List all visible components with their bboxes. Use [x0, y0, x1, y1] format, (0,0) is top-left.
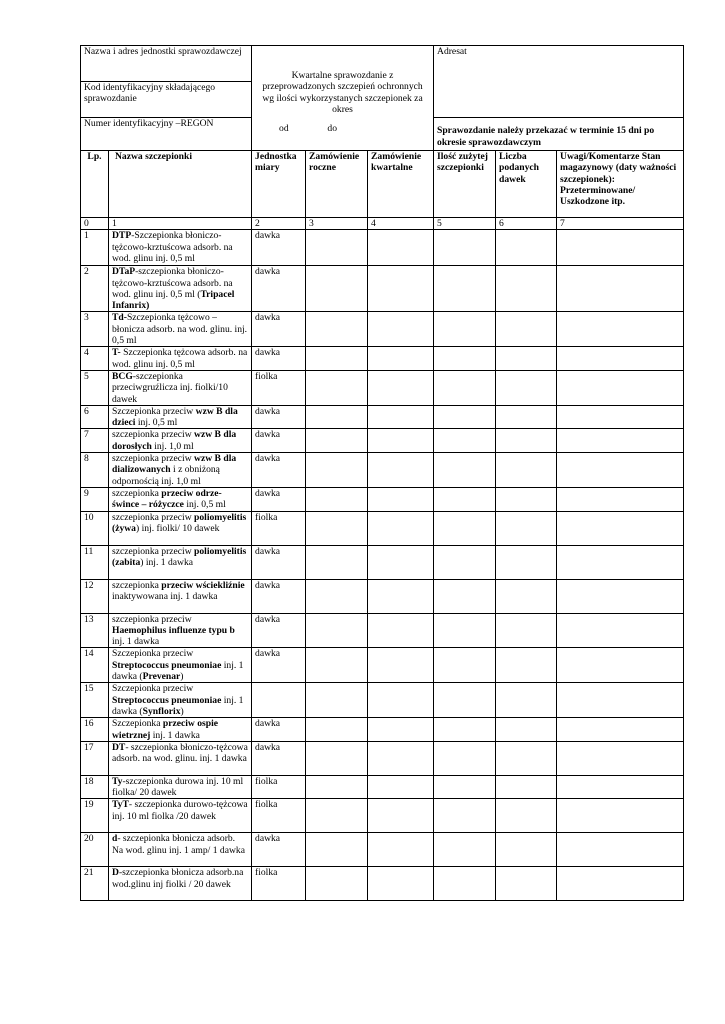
used-quantity-input[interactable] — [434, 683, 496, 718]
used-quantity-input[interactable] — [434, 718, 496, 742]
notes-input[interactable] — [557, 487, 684, 511]
vaccine-name-part: inj. 1 dawka ( — [112, 659, 244, 683]
annual-order-input[interactable] — [306, 230, 368, 266]
vaccine-name — [109, 230, 252, 266]
annual-order-input[interactable] — [306, 370, 368, 405]
used-quantity-input[interactable] — [434, 867, 496, 901]
doses-given-input[interactable] — [496, 511, 557, 545]
unit-of-measure: fiolka — [252, 867, 306, 901]
unit-of-measure: fiolka — [252, 775, 306, 799]
used-quantity-input[interactable] — [434, 613, 496, 648]
annual-order-input[interactable] — [306, 312, 368, 347]
col-number: 1 — [109, 218, 252, 230]
col-header-name: Nazwa szczepionki — [109, 151, 252, 218]
vaccine-name — [109, 405, 252, 429]
unit-of-measure: dawka — [252, 347, 306, 371]
used-quantity-input[interactable] — [434, 429, 496, 453]
unit-of-measure: dawka — [252, 545, 306, 579]
quarterly-order-input[interactable] — [368, 347, 434, 371]
annual-order-input[interactable] — [306, 579, 368, 613]
doses-given-input[interactable] — [496, 579, 557, 613]
notes-input[interactable] — [557, 266, 684, 312]
vaccine-row — [81, 312, 684, 347]
vaccine-row — [81, 429, 684, 453]
vaccine-name-bold-part: DTP — [112, 230, 132, 242]
vaccine-name-bold-part: przeciw ospie wietrznej — [112, 718, 219, 741]
vaccine-name-bold-part: d — [112, 833, 118, 845]
vaccine-name-part: - szczepionka durowo-tężcowa inj. 10 ml fiolka /20 dawek — [112, 799, 248, 822]
vaccine-name-part: - szczepionka błonicza adsorb. Na wod. glinu inj. 1 amp/ 1 dawka — [112, 833, 245, 856]
unit-of-measure — [252, 683, 306, 718]
col-header-lp: Lp. — [81, 151, 109, 218]
unit-of-measure: dawka — [252, 266, 306, 312]
vaccine-name — [109, 799, 252, 833]
doses-given-input[interactable] — [496, 683, 557, 718]
unit-of-measure: dawka — [252, 833, 306, 867]
unit-of-measure: dawka — [252, 453, 306, 488]
doses-given-input[interactable] — [496, 429, 557, 453]
column-header-row — [81, 151, 684, 218]
vaccine-name-bold-part: Prevenar — [142, 671, 181, 683]
annual-order-input[interactable] — [306, 775, 368, 799]
doses-given-input[interactable] — [496, 266, 557, 312]
col-header-notes: Uwagi/Komentarze Stan magazynowy (daty ważności szczepionek): Przeterminowane/ Uszkodzone itp. — [557, 151, 684, 218]
period-to-label: do — [327, 123, 338, 135]
vaccine-name-bold-part: przeciw odrze-śwince – różyczce — [112, 487, 222, 511]
vaccine-name-bold-part: wzw B dla dializowanych — [112, 453, 237, 476]
notes-input[interactable] — [557, 648, 684, 683]
vaccine-name — [109, 487, 252, 511]
vaccine-row — [81, 718, 684, 742]
used-quantity-input[interactable] — [434, 266, 496, 312]
vaccine-name-bold-part: Streptococcus pneumoniae — [112, 694, 222, 706]
quarterly-order-input[interactable] — [368, 266, 434, 312]
row-lp: 20 — [81, 833, 109, 867]
row-lp: 16 — [81, 718, 109, 742]
col-number: 7 — [557, 218, 684, 230]
used-quantity-input[interactable] — [434, 833, 496, 867]
vaccine-row — [81, 683, 684, 718]
vaccine-name-part: -szczepionka błoniczo-tężcowo-krztuścowa adsorb. na wod. glinu inj. 0,5 ml ( — [112, 266, 233, 300]
vaccine-name-part: ) inj. fiolki/ 10 dawek — [135, 522, 220, 534]
row-lp: 21 — [81, 867, 109, 901]
deadline-note: Sprawozdanie należy przekazać w terminie 15 dni po okresie sprawozdawczym — [437, 125, 655, 148]
doses-given-input[interactable] — [496, 312, 557, 347]
vaccine-name — [109, 453, 252, 488]
vaccine-name-part: Szczepionka przeciw — [112, 648, 194, 660]
unit-of-measure: dawka — [252, 429, 306, 453]
vaccine-name — [109, 370, 252, 405]
vaccine-name-part: inj. 0,5 ml — [183, 499, 226, 511]
vaccine-name-part: inj. 1 dawka — [112, 636, 160, 648]
unit-of-measure: dawka — [252, 230, 306, 266]
col-number: 6 — [496, 218, 557, 230]
notes-input[interactable] — [557, 613, 684, 648]
quarterly-order-input[interactable] — [368, 405, 434, 429]
row-lp: 14 — [81, 648, 109, 683]
row-lp: 8 — [81, 453, 109, 488]
vaccine-name-part: Szczepionka tężcowa adsorb. na wod. glinu inj. 0,5 ml — [112, 347, 248, 370]
annual-order-input[interactable] — [306, 429, 368, 453]
addressee-label: Adresat — [437, 46, 467, 57]
notes-input[interactable] — [557, 511, 684, 545]
doses-given-input[interactable] — [496, 718, 557, 742]
regon-label: Numer identyfikacyjny –REGON — [84, 118, 214, 129]
row-lp: 19 — [81, 799, 109, 833]
vaccine-name-bold-part: T- — [112, 347, 121, 359]
vaccine-name-part: Szczepionka tężcowo – błonicza adsorb. na wod. glinu. inj. 0,5 ml — [112, 312, 248, 347]
vaccine-name-part: szczepionka przeciw — [112, 453, 195, 465]
unit-of-measure: dawka — [252, 312, 306, 347]
vaccine-name — [109, 683, 252, 718]
quarterly-order-input[interactable] — [368, 429, 434, 453]
unit-of-measure: dawka — [252, 741, 306, 775]
unit-name-label: Nazwa i adres jednostki sprawozdawczej — [84, 46, 242, 57]
row-lp: 9 — [81, 487, 109, 511]
vaccine-row — [81, 266, 684, 312]
vaccine-name-part: i z obniżoną odpornością inj. 1,0 ml — [112, 464, 220, 487]
row-lp: 6 — [81, 405, 109, 429]
unit-of-measure: dawka — [252, 487, 306, 511]
row-lp: 4 — [81, 347, 109, 371]
quarterly-order-input[interactable] — [368, 648, 434, 683]
deadline-cell — [434, 118, 684, 151]
vaccine-row — [81, 545, 684, 579]
vaccine-name — [109, 775, 252, 799]
annual-order-input[interactable] — [306, 718, 368, 742]
used-quantity-input[interactable] — [434, 741, 496, 775]
vaccine-name-bold-part: DTaP — [112, 266, 136, 278]
annual-order-input[interactable] — [306, 648, 368, 683]
notes-input[interactable] — [557, 833, 684, 867]
doses-given-input[interactable] — [496, 545, 557, 579]
annual-order-input[interactable] — [306, 799, 368, 833]
vaccine-row — [81, 230, 684, 266]
used-quantity-input[interactable] — [434, 405, 496, 429]
vaccine-name — [109, 545, 252, 579]
annual-order-input[interactable] — [306, 833, 368, 867]
column-number-row — [81, 218, 684, 230]
vaccine-row — [81, 867, 684, 901]
quarterly-order-input[interactable] — [368, 453, 434, 488]
notes-input[interactable] — [557, 799, 684, 833]
unit-name-cell[interactable] — [81, 46, 252, 82]
quarterly-order-input[interactable] — [368, 683, 434, 718]
vaccine-name-part: inj. 1,0 ml — [151, 440, 194, 452]
doses-given-input[interactable] — [496, 867, 557, 901]
quarterly-order-input[interactable] — [368, 487, 434, 511]
unit-of-measure: dawka — [252, 579, 306, 613]
vaccine-name-part: ) — [180, 671, 184, 683]
vaccine-name-part: -szczepionka błonicza adsorb.na wod.glinu inj fiolki / 20 dawek — [112, 867, 244, 890]
annual-order-input[interactable] — [306, 453, 368, 488]
vaccine-row — [81, 579, 684, 613]
unit-of-measure: fiolka — [252, 370, 306, 405]
vaccine-name-part: inj. 0,5 ml — [135, 417, 178, 429]
col-header-unit: Jednostka miary — [252, 151, 306, 218]
vaccine-name-part: szczepionka — [112, 579, 162, 591]
row-lp: 12 — [81, 579, 109, 613]
period-from-label: od — [279, 123, 289, 135]
vaccine-row — [81, 741, 684, 775]
row-lp: 1 — [81, 230, 109, 266]
vaccine-name — [109, 718, 252, 742]
notes-input[interactable] — [557, 867, 684, 901]
vaccine-name — [109, 613, 252, 648]
row-lp: 17 — [81, 741, 109, 775]
col-number: 4 — [368, 218, 434, 230]
vaccine-name-part: inj. 1 dawka ( — [112, 694, 244, 717]
notes-input[interactable] — [557, 405, 684, 429]
quarterly-order-input[interactable] — [368, 230, 434, 266]
annual-order-input[interactable] — [306, 347, 368, 371]
vaccine-name — [109, 833, 252, 867]
notes-input[interactable] — [557, 579, 684, 613]
vaccine-name-bold-part: Td- — [112, 312, 127, 324]
vaccine-name-part: ) inj. 1 dawka — [140, 556, 194, 568]
vaccine-name-part: - szczepionka błoniczo-tężcowa adsorb. na wod. glinu. inj. 1 dawka — [112, 741, 248, 765]
vaccine-name-bold-part: poliomyelitis (żywa — [112, 511, 247, 534]
annual-order-input[interactable] — [306, 405, 368, 429]
col-number: 2 — [252, 218, 306, 230]
vaccine-row — [81, 648, 684, 683]
vaccine-name-bold-part: wzw B dla dorosłych — [112, 429, 237, 452]
notes-input[interactable] — [557, 741, 684, 775]
vaccine-row — [81, 487, 684, 511]
notes-input[interactable] — [557, 683, 684, 718]
vaccine-name-bold-part: poliomyelitis (zabita — [112, 545, 247, 568]
code-cell[interactable] — [81, 82, 252, 118]
used-quantity-input[interactable] — [434, 775, 496, 799]
vaccine-name — [109, 511, 252, 545]
vaccine-name-bold-part: D — [112, 867, 119, 879]
quarterly-order-input[interactable] — [368, 741, 434, 775]
vaccine-name-part: Szczepionka przeciw — [112, 683, 194, 695]
notes-input[interactable] — [557, 775, 684, 799]
vaccine-name-part: szczepionka przeciw — [112, 429, 195, 441]
quarterly-order-input[interactable] — [368, 867, 434, 901]
vaccine-name — [109, 579, 252, 613]
used-quantity-input[interactable] — [434, 487, 496, 511]
quarterly-order-input[interactable] — [368, 718, 434, 742]
vaccine-name — [109, 266, 252, 312]
vaccine-name-part: Szczepionka przeciw — [112, 405, 196, 417]
vaccine-name-bold-part: Haemophilus influenze typu b — [112, 624, 235, 636]
vaccine-row — [81, 775, 684, 799]
addressee-cell[interactable] — [434, 46, 684, 118]
notes-input[interactable] — [557, 429, 684, 453]
annual-order-input[interactable] — [306, 867, 368, 901]
vaccine-name-bold-part: DT — [112, 741, 126, 753]
row-lp: 13 — [81, 613, 109, 648]
unit-of-measure: dawka — [252, 405, 306, 429]
vaccine-name — [109, 648, 252, 683]
annual-order-input[interactable] — [306, 487, 368, 511]
doses-given-input[interactable] — [496, 370, 557, 405]
vaccine-name-bold-part: Tripacel Infanrix) — [112, 288, 235, 312]
col-header-quarterly: Zamówienie kwartalne — [368, 151, 434, 218]
report-title-cell — [252, 46, 434, 151]
notes-input[interactable] — [557, 453, 684, 488]
vaccine-row — [81, 511, 684, 545]
quarterly-order-input[interactable] — [368, 370, 434, 405]
vaccine-name-part: szczepionka przeciw — [112, 613, 192, 625]
annual-order-input[interactable] — [306, 266, 368, 312]
vaccine-row — [81, 613, 684, 648]
row-lp: 11 — [81, 545, 109, 579]
col-header-annual: Zamówienie roczne — [306, 151, 368, 218]
report-title: Kwartalne sprawozdanie z przeprowadzonych szczepień ochronnych wg ilości wykorzystanych szczepionek za okres — [262, 70, 423, 115]
annual-order-input[interactable] — [306, 741, 368, 775]
annual-order-input[interactable] — [306, 545, 368, 579]
notes-input[interactable] — [557, 312, 684, 347]
row-lp: 7 — [81, 429, 109, 453]
row-lp: 5 — [81, 370, 109, 405]
doses-given-input[interactable] — [496, 613, 557, 648]
vaccine-name-bold-part: Synflorix — [142, 705, 181, 717]
vaccine-row — [81, 347, 684, 371]
vaccine-name-part: -szczepionka przeciwgruźlicza inj. fiolki/10 dawek — [112, 370, 228, 405]
vaccine-name-part: -Szczepionka błoniczo-tężcowo-krztuścowa adsorb. na wod. glinu inj. 0,5 ml — [112, 230, 233, 264]
quarterly-order-input[interactable] — [368, 799, 434, 833]
quarterly-order-input[interactable] — [368, 775, 434, 799]
doses-given-input[interactable] — [496, 741, 557, 775]
report-table — [80, 45, 684, 901]
col-number: 3 — [306, 218, 368, 230]
annual-order-input[interactable] — [306, 683, 368, 718]
vaccine-name-part: szczepionka przeciw — [112, 545, 195, 557]
vaccine-name — [109, 429, 252, 453]
col-header-used: Ilość zużytej szczepionki — [434, 151, 496, 218]
regon-cell[interactable] — [81, 118, 252, 151]
vaccine-row — [81, 370, 684, 405]
row-lp: 3 — [81, 312, 109, 347]
row-lp: 18 — [81, 775, 109, 799]
vaccine-name-part: -szczepionka durowa inj. 10 ml fiolka/ 20 dawek — [112, 775, 244, 799]
vaccine-name-bold-part: TyT — [112, 799, 129, 811]
used-quantity-input[interactable] — [434, 545, 496, 579]
quarterly-order-input[interactable] — [368, 613, 434, 648]
vaccine-row — [81, 799, 684, 833]
doses-given-input[interactable] — [496, 833, 557, 867]
vaccine-name-part: szczepionka przeciw — [112, 511, 195, 523]
vaccine-name — [109, 867, 252, 901]
used-quantity-input[interactable] — [434, 230, 496, 266]
used-quantity-input[interactable] — [434, 347, 496, 371]
vaccine-name — [109, 741, 252, 775]
notes-input[interactable] — [557, 545, 684, 579]
doses-given-input[interactable] — [496, 775, 557, 799]
doses-given-input[interactable] — [496, 230, 557, 266]
notes-input[interactable] — [557, 718, 684, 742]
vaccine-row — [81, 833, 684, 867]
vaccine-name — [109, 312, 252, 347]
vaccine-row — [81, 405, 684, 429]
quarterly-order-input[interactable] — [368, 312, 434, 347]
doses-given-input[interactable] — [496, 799, 557, 833]
doses-given-input[interactable] — [496, 347, 557, 371]
unit-of-measure: fiolka — [252, 799, 306, 833]
doses-given-input[interactable] — [496, 453, 557, 488]
used-quantity-input[interactable] — [434, 579, 496, 613]
quarterly-order-input[interactable] — [368, 545, 434, 579]
unit-of-measure: dawka — [252, 613, 306, 648]
vaccine-name — [109, 347, 252, 371]
code-label: Kod identyfikacyjny składającego sprawozdanie — [84, 82, 216, 105]
used-quantity-input[interactable] — [434, 799, 496, 833]
row-lp: 15 — [81, 683, 109, 718]
used-quantity-input[interactable] — [434, 453, 496, 488]
annual-order-input[interactable] — [306, 613, 368, 648]
notes-input[interactable] — [557, 230, 684, 266]
doses-given-input[interactable] — [496, 487, 557, 511]
used-quantity-input[interactable] — [434, 370, 496, 405]
vaccine-name-bold-part: przeciw wściekliźnie — [161, 579, 245, 591]
used-quantity-input[interactable] — [434, 312, 496, 347]
col-header-doses: Liczba podanych dawek — [496, 151, 557, 218]
report-form — [80, 45, 683, 901]
col-number: 0 — [81, 218, 109, 230]
row-lp: 10 — [81, 511, 109, 545]
notes-input[interactable] — [557, 370, 684, 405]
used-quantity-input[interactable] — [434, 511, 496, 545]
vaccine-name-part: Szczepionka — [112, 718, 163, 730]
quarterly-order-input[interactable] — [368, 511, 434, 545]
vaccine-name-part: inj. 1 dawka — [150, 729, 200, 741]
row-lp: 2 — [81, 266, 109, 312]
vaccine-name-part: ) — [180, 705, 184, 717]
vaccine-name-bold-part: Streptococcus pneumoniae — [112, 659, 222, 671]
doses-given-input[interactable] — [496, 405, 557, 429]
unit-of-measure: fiolka — [252, 511, 306, 545]
vaccine-row — [81, 453, 684, 488]
doses-given-input[interactable] — [496, 648, 557, 683]
vaccine-name-part: szczepionka — [112, 487, 162, 499]
col-number: 5 — [434, 218, 496, 230]
annual-order-input[interactable] — [306, 511, 368, 545]
notes-input[interactable] — [557, 347, 684, 371]
quarterly-order-input[interactable] — [368, 579, 434, 613]
vaccine-name-bold-part: Ty — [112, 775, 123, 787]
vaccine-name-part: inaktywowana inj. 1 dawka — [112, 590, 218, 602]
unit-of-measure: dawka — [252, 718, 306, 742]
vaccine-name-bold-part: wzw B dla dzieci — [112, 405, 238, 429]
used-quantity-input[interactable] — [434, 648, 496, 683]
quarterly-order-input[interactable] — [368, 833, 434, 867]
vaccine-name-bold-part: BCG — [112, 370, 133, 382]
unit-of-measure: dawka — [252, 648, 306, 683]
